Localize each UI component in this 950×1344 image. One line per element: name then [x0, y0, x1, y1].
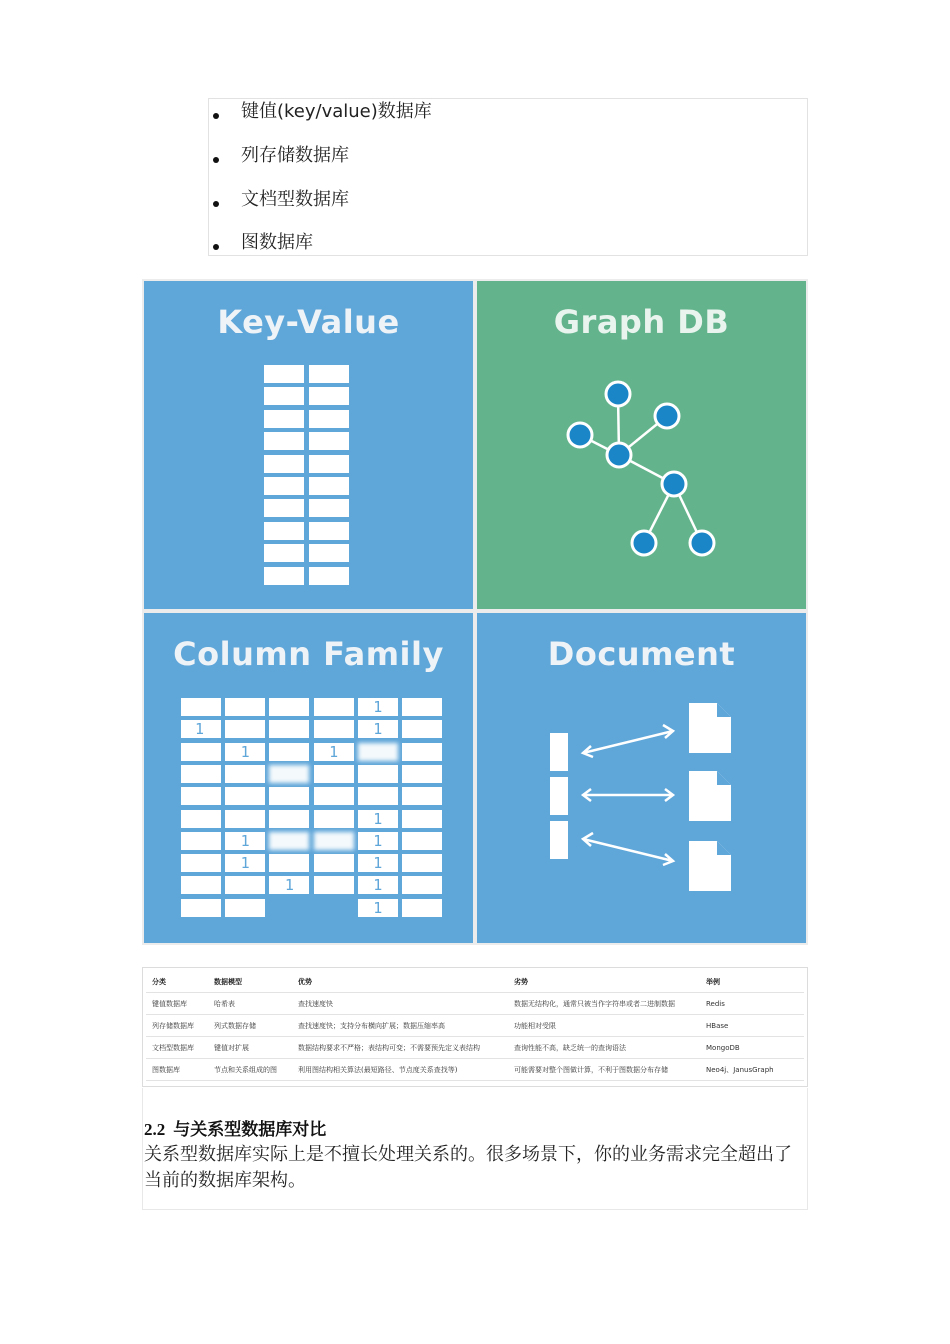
- cf-cell: [181, 876, 221, 894]
- graph-network-illustration: [477, 281, 806, 609]
- bullet-dot: [213, 157, 219, 163]
- kv-cell: [309, 455, 349, 473]
- column-family-title: Column Family: [173, 635, 444, 673]
- kv-cell: [309, 567, 349, 585]
- section-number: 2.2: [144, 1120, 166, 1139]
- document-icon: [689, 703, 731, 753]
- table-cell: Neo4j、JanusGraph: [700, 1059, 804, 1081]
- kv-cell: [309, 477, 349, 495]
- table-cell: 图数据库: [146, 1059, 208, 1081]
- cf-cell: [181, 787, 221, 805]
- cf-cell: 1: [225, 832, 265, 850]
- table-cell: 文档型数据库: [146, 1037, 208, 1059]
- cf-cell: [225, 787, 265, 805]
- cf-cell: 1: [225, 743, 265, 761]
- kv-cell: [309, 544, 349, 562]
- cf-cell: [269, 743, 309, 761]
- nosql-types-figure: [142, 279, 808, 945]
- header-category: 分类: [146, 971, 208, 993]
- graph-db-panel: [477, 281, 806, 609]
- key-block: [550, 821, 568, 859]
- list-item-label: 文档型数据库: [241, 189, 349, 210]
- cf-cell: [269, 787, 309, 805]
- cf-cell: [314, 876, 354, 894]
- cf-cell: [402, 876, 442, 894]
- table-cell: 数据无结构化，通常只被当作字符串或者二进制数据: [508, 993, 700, 1015]
- cf-cell: [181, 810, 221, 828]
- table-cell: 功能相对受限: [508, 1015, 700, 1037]
- table-cell: 利用图结构相关算法(最短路径、节点度关系查找等): [292, 1059, 508, 1081]
- cf-cell: 1: [358, 832, 398, 850]
- kv-cell: [264, 410, 304, 428]
- cf-cell: [225, 899, 265, 917]
- kv-cell: [264, 522, 304, 540]
- cf-cell: 1: [358, 720, 398, 738]
- cf-cell: [269, 765, 309, 783]
- table-cell: 查找速度快: [292, 993, 508, 1015]
- bullet-dot: [213, 244, 219, 250]
- table-cell: 可能需要对整个图做计算，不利于图数据分布存储: [508, 1059, 700, 1081]
- graph-node: [568, 423, 592, 447]
- list-item-label: 图数据库: [241, 232, 313, 253]
- cf-cell: [358, 765, 398, 783]
- cf-cell: [269, 698, 309, 716]
- cf-cell: [269, 854, 309, 872]
- table-cell: Redis: [700, 993, 804, 1015]
- key-block: [550, 777, 568, 815]
- cf-cell: [402, 743, 442, 761]
- cf-cell: [314, 810, 354, 828]
- document-title: Document: [547, 635, 736, 673]
- table-cell: 查找速度快；支持分布横向扩展；数据压缩率高: [292, 1015, 508, 1037]
- table-header-row: [146, 971, 804, 993]
- document-icon: [689, 771, 731, 821]
- table-cell: 列式数据存储: [208, 1015, 292, 1037]
- cf-cell: [358, 787, 398, 805]
- table-cell: 键值数据库: [146, 993, 208, 1015]
- cf-cell: [181, 765, 221, 783]
- cf-cell: 1: [358, 899, 398, 917]
- cf-cell: 1: [358, 876, 398, 894]
- cf-cell: [225, 876, 265, 894]
- document-icons: [689, 703, 731, 891]
- cf-cell: [269, 832, 309, 850]
- cf-cell: [402, 810, 442, 828]
- cf-cell: [314, 854, 354, 872]
- graph-node: [606, 382, 630, 406]
- cf-cell: [314, 720, 354, 738]
- section-heading: [144, 1115, 326, 1140]
- cf-cell: 1: [181, 720, 221, 738]
- kv-cell: [264, 499, 304, 517]
- cf-cell: [402, 787, 442, 805]
- section-title: 与关系型数据库对比: [173, 1120, 327, 1139]
- kv-cell: [309, 387, 349, 405]
- cf-cell: [402, 698, 442, 716]
- key-value-title: Key-Value: [217, 303, 400, 341]
- list-item-label: 列存储数据库: [241, 145, 349, 166]
- table-cell: 哈希表: [208, 993, 292, 1015]
- cf-cell: 1: [358, 698, 398, 716]
- cf-cell: [181, 698, 221, 716]
- table-cell: MongoDB: [700, 1037, 804, 1059]
- graph-node: [655, 404, 679, 428]
- table-row: [146, 1059, 804, 1081]
- cf-cell: [402, 854, 442, 872]
- list-item-label: 键值(key/value)数据库: [241, 101, 432, 122]
- kv-cell: [264, 567, 304, 585]
- kv-cell: [264, 387, 304, 405]
- cf-cell: [314, 787, 354, 805]
- cf-cell: [181, 854, 221, 872]
- graph-db-title: Graph DB: [553, 303, 730, 341]
- cf-cell: [402, 899, 442, 917]
- header-disadvantages: 劣势: [508, 971, 700, 993]
- cf-cell: [225, 698, 265, 716]
- kv-cell: [309, 410, 349, 428]
- bullet-dot: [213, 113, 219, 119]
- cf-cell: 1: [358, 854, 398, 872]
- kv-cell: [309, 522, 349, 540]
- cf-cell: [314, 698, 354, 716]
- bullet-dot: [213, 201, 219, 207]
- table-cell: 节点和关系组成的图: [208, 1059, 292, 1081]
- table-row: [146, 1015, 804, 1037]
- cf-cell: [402, 720, 442, 738]
- comparison-table: [142, 967, 808, 1087]
- cf-cell: [225, 720, 265, 738]
- document-mapping-illustration: [477, 613, 806, 943]
- header-examples: 举例: [700, 971, 804, 993]
- list-item: [209, 99, 807, 129]
- kv-cell: [309, 432, 349, 450]
- key-block: [550, 733, 568, 771]
- cf-cell: [181, 743, 221, 761]
- list-item: [209, 187, 807, 217]
- key-value-panel: [144, 281, 473, 609]
- table-cell: 查询性能不高，缺乏统一的查询语法: [508, 1037, 700, 1059]
- cf-cell: 1: [269, 876, 309, 894]
- list-item: [209, 143, 807, 173]
- graph-node: [632, 531, 656, 555]
- kv-cell: [264, 432, 304, 450]
- header-advantages: 优势: [292, 971, 508, 993]
- kv-cell: [309, 499, 349, 517]
- cf-cell: [269, 720, 309, 738]
- cf-cell: [181, 832, 221, 850]
- graph-node: [662, 472, 686, 496]
- table-row: [146, 993, 804, 1015]
- table-row: [146, 1037, 804, 1059]
- document-icon: [689, 841, 731, 891]
- cf-cell: [269, 810, 309, 828]
- header-data-model: 数据模型: [208, 971, 292, 993]
- cf-cell: [358, 743, 398, 761]
- cf-cell: 1: [225, 854, 265, 872]
- table-cell: 列存储数据库: [146, 1015, 208, 1037]
- table-cell: 键值对扩展: [208, 1037, 292, 1059]
- kv-cell: [264, 544, 304, 562]
- graph-node: [607, 443, 631, 467]
- graph-node: [690, 531, 714, 555]
- cf-cell: [225, 765, 265, 783]
- cf-cell: [402, 765, 442, 783]
- kv-cell: [264, 365, 304, 383]
- section-paragraph: 关系型数据库实际上是不擅长处理关系的。很多场景下，你的业务需求完全超出了当前的数据库架构。: [144, 1144, 792, 1190]
- cf-cell: [181, 899, 221, 917]
- cf-cell: 1: [358, 810, 398, 828]
- kv-cell: [264, 477, 304, 495]
- document-panel: [477, 613, 806, 943]
- cf-cell: 1: [314, 743, 354, 761]
- cf-cell: [314, 832, 354, 850]
- bullet-list: [208, 98, 808, 256]
- table-cell: HBase: [700, 1015, 804, 1037]
- table-cell: 数据结构要求不严格；表结构可变；不需要预先定义表结构: [292, 1037, 508, 1059]
- kv-cell: [309, 365, 349, 383]
- cf-cell: [314, 765, 354, 783]
- cf-cell: [225, 810, 265, 828]
- kv-cell: [264, 455, 304, 473]
- cf-cell: [402, 832, 442, 850]
- column-family-panel: [144, 613, 473, 943]
- list-item: [209, 230, 807, 260]
